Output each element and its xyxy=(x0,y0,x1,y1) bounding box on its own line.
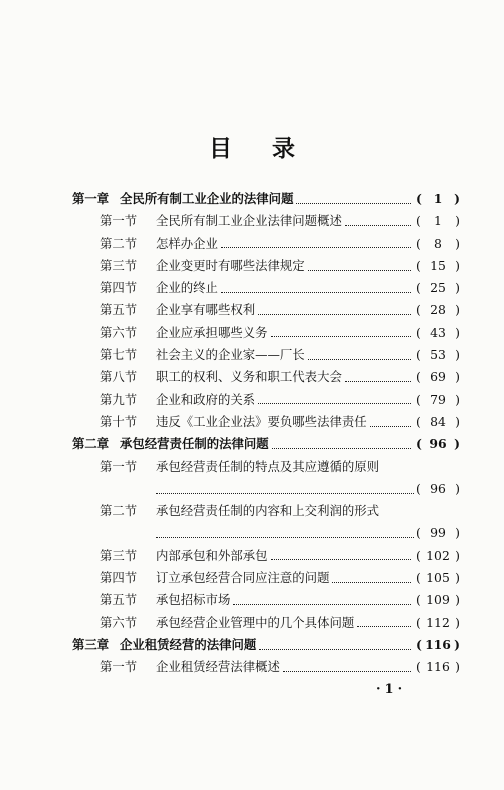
close-paren: ) xyxy=(454,636,460,652)
toc-section-row[interactable] xyxy=(72,456,460,501)
toc-entry-title: 企业租赁经营法律概述 xyxy=(156,659,280,675)
toc-page-number: 84 xyxy=(430,413,446,429)
toc-page-number: 25 xyxy=(430,280,446,296)
toc-page-number: 102 xyxy=(426,547,450,563)
dot-leader xyxy=(233,604,411,605)
close-paren: ) xyxy=(455,659,460,675)
toc-page-number: 96 xyxy=(430,480,446,496)
open-paren: ( xyxy=(416,235,421,251)
toc-page-ref xyxy=(416,433,460,455)
toc-entry-title: 职工的权利、义务和职工代表大会 xyxy=(156,369,342,385)
toc-entry-number: 第四节 xyxy=(100,280,138,296)
close-paren: ) xyxy=(455,235,460,251)
toc-page-number: 109 xyxy=(426,592,450,608)
toc-entry-label xyxy=(156,500,414,522)
toc-page-number: 116 xyxy=(426,659,450,675)
toc-page-ref xyxy=(416,322,460,344)
open-paren: ( xyxy=(416,592,421,608)
toc-entry-number: 第五节 xyxy=(100,592,138,608)
dot-leader xyxy=(283,671,411,672)
toc-section-row[interactable] xyxy=(72,567,460,589)
toc-chapter-row[interactable] xyxy=(72,188,460,210)
toc-page-number: 116 xyxy=(425,636,451,652)
toc-entry-title: 承包经营企业管理中的几个具体问题 xyxy=(156,614,355,630)
toc-page-ref xyxy=(416,344,460,366)
toc-entry-number: 第二节 xyxy=(100,503,138,519)
dot-leader xyxy=(258,314,411,315)
close-paren: ) xyxy=(455,280,460,296)
toc-entry-label xyxy=(156,344,414,366)
open-paren: ( xyxy=(416,324,421,340)
close-paren: ) xyxy=(455,592,460,608)
open-paren: ( xyxy=(416,213,421,229)
toc-section-row[interactable] xyxy=(72,389,460,411)
toc-section-row[interactable] xyxy=(72,589,460,611)
toc-section-row[interactable] xyxy=(72,255,460,277)
toc-page-ref xyxy=(416,634,460,656)
close-paren: ) xyxy=(455,213,460,229)
toc-entry-title: 企业变更时有哪些法律规定 xyxy=(156,257,305,273)
toc-page-number: 69 xyxy=(430,369,446,385)
table-of-contents xyxy=(72,188,460,679)
close-paren: ) xyxy=(455,324,460,340)
toc-page-number: 8 xyxy=(434,235,442,251)
page-title xyxy=(0,130,504,163)
toc-entry-label xyxy=(156,299,414,321)
toc-entry-title: 承包招标市场 xyxy=(156,592,231,608)
toc-entry-label xyxy=(156,366,414,388)
dot-leader xyxy=(258,403,411,404)
toc-page-number: 79 xyxy=(430,391,446,407)
toc-page-number: 1 xyxy=(433,191,443,206)
close-paren: ) xyxy=(455,614,460,630)
toc-section-row[interactable] xyxy=(72,299,460,321)
toc-section-row[interactable] xyxy=(72,500,460,545)
open-paren: ( xyxy=(416,659,421,675)
toc-page-number: 53 xyxy=(430,347,446,363)
toc-entry-number: 第十节 xyxy=(100,413,138,429)
toc-page-ref xyxy=(416,233,460,255)
toc-chapter-row[interactable] xyxy=(72,433,460,455)
toc-entry-number: 第三节 xyxy=(100,257,138,273)
toc-page-ref xyxy=(416,255,460,277)
close-paren: ) xyxy=(455,570,460,586)
toc-section-row[interactable] xyxy=(72,545,460,567)
dot-leader xyxy=(308,270,411,271)
toc-section-row[interactable] xyxy=(72,277,460,299)
dot-leader xyxy=(296,203,411,204)
toc-section-row[interactable] xyxy=(72,344,460,366)
dot-leader xyxy=(271,559,411,560)
toc-entry-number: 第五节 xyxy=(100,302,138,318)
toc-entry-label xyxy=(156,210,414,232)
toc-entry-title: 企业应承担哪些义务 xyxy=(156,324,268,340)
open-paren: ( xyxy=(416,257,421,273)
toc-entry-title: 承包经营责任制的特点及其应遵循的原则 xyxy=(156,458,380,474)
toc-section-row[interactable] xyxy=(72,210,460,232)
toc-entry-label xyxy=(156,567,414,589)
toc-page-number: 28 xyxy=(430,302,446,318)
toc-entry-title: 违反《工业企业法》要负哪些法律责任 xyxy=(156,413,367,429)
toc-entry-label xyxy=(156,589,414,611)
dot-leader-line xyxy=(156,478,414,500)
toc-entry-title: 承包经营责任制的内容和上交利润的形式 xyxy=(156,503,380,519)
close-paren: ) xyxy=(455,547,460,563)
dot-leader xyxy=(345,225,411,226)
toc-page-ref xyxy=(416,522,460,544)
toc-section-row[interactable] xyxy=(72,656,460,678)
open-paren: ( xyxy=(416,347,421,363)
toc-entry-number: 第二章 xyxy=(72,436,110,452)
toc-entry-label xyxy=(156,656,414,678)
dot-leader xyxy=(272,448,411,449)
toc-entry-label xyxy=(156,233,414,255)
toc-entry-label xyxy=(156,612,414,634)
open-paren: ( xyxy=(416,302,421,318)
close-paren: ) xyxy=(455,369,460,385)
toc-page-number: 105 xyxy=(426,570,450,586)
toc-section-row[interactable] xyxy=(72,322,460,344)
close-paren: ) xyxy=(454,436,460,452)
page-number: ·1· xyxy=(376,682,407,697)
toc-entry-number: 第九节 xyxy=(100,391,138,407)
dot-leader xyxy=(221,292,411,293)
toc-entry-label xyxy=(156,255,414,277)
toc-section-row[interactable] xyxy=(72,233,460,255)
open-paren: ( xyxy=(416,436,422,452)
toc-page-ref xyxy=(416,612,460,634)
toc-entry-title: 企业的终止 xyxy=(156,280,218,296)
toc-entry-number: 第一节 xyxy=(100,458,138,474)
toc-entry-label xyxy=(120,188,414,210)
toc-entry-label xyxy=(120,634,414,656)
toc-page-ref xyxy=(416,656,460,678)
close-paren: ) xyxy=(454,191,460,206)
toc-section-row[interactable] xyxy=(72,612,460,634)
toc-page-ref xyxy=(416,567,460,589)
toc-entry-title: 承包经营责任制的法律问题 xyxy=(120,436,269,452)
toc-page-number: 99 xyxy=(430,525,446,541)
close-paren: ) xyxy=(455,257,460,273)
toc-entry-label xyxy=(156,456,414,478)
dot-leader-line xyxy=(156,522,414,544)
toc-entry-number: 第一节 xyxy=(100,213,138,229)
toc-entry-title: 企业和政府的关系 xyxy=(156,391,256,407)
toc-page-ref xyxy=(416,299,460,321)
toc-entry-title: 全民所有制工业企业的法律问题 xyxy=(120,191,294,206)
toc-page-number: 1 xyxy=(434,213,442,229)
dot-leader xyxy=(370,426,411,427)
title-char-1: 目 xyxy=(208,136,232,162)
dot-leader xyxy=(345,381,411,382)
toc-page-number: 43 xyxy=(430,324,446,340)
dot-leader xyxy=(156,537,414,538)
toc-entry-label xyxy=(156,411,414,433)
toc-entry-number: 第三章 xyxy=(72,636,110,652)
close-paren: ) xyxy=(455,413,460,429)
toc-entry-title: 全民所有制工业企业法律问题概述 xyxy=(156,213,342,229)
toc-entry-label xyxy=(156,545,414,567)
toc-entry-number: 第八节 xyxy=(100,369,138,385)
toc-page-ref xyxy=(416,478,460,500)
dot-leader xyxy=(357,626,411,627)
toc-entry-number: 第一章 xyxy=(72,191,110,206)
dot-leader xyxy=(259,649,411,650)
open-paren: ( xyxy=(416,525,421,541)
close-paren: ) xyxy=(455,347,460,363)
close-paren: ) xyxy=(455,302,460,318)
toc-page-ref xyxy=(416,188,460,210)
open-paren: ( xyxy=(416,480,421,496)
toc-page-number: 15 xyxy=(430,257,446,273)
close-paren: ) xyxy=(455,525,460,541)
toc-entry-number: 第三节 xyxy=(100,547,138,563)
toc-entry-title: 怎样办企业 xyxy=(156,235,218,251)
dot-leader xyxy=(271,336,411,337)
toc-page-number: 112 xyxy=(426,614,450,630)
toc-page-ref xyxy=(416,545,460,567)
toc-entry-label xyxy=(120,433,414,455)
toc-section-row[interactable] xyxy=(72,366,460,388)
toc-page-ref xyxy=(416,589,460,611)
title-char-2: 录 xyxy=(272,136,295,162)
toc-entry-title: 社会主义的企业家——厂长 xyxy=(156,347,305,363)
open-paren: ( xyxy=(416,614,421,630)
open-paren: ( xyxy=(416,636,422,652)
toc-page-ref xyxy=(416,366,460,388)
toc-entry-label xyxy=(156,389,414,411)
toc-section-row[interactable] xyxy=(72,411,460,433)
dot-leader xyxy=(156,493,414,494)
open-paren: ( xyxy=(416,280,421,296)
close-paren: ) xyxy=(455,391,460,407)
toc-entry-title: 订立承包经营合同应注意的问题 xyxy=(156,570,330,586)
dot-leader xyxy=(332,582,411,583)
toc-page-ref xyxy=(416,389,460,411)
toc-page-ref xyxy=(416,277,460,299)
dot-leader xyxy=(308,359,411,360)
toc-entry-number: 第六节 xyxy=(100,324,138,340)
close-paren: ) xyxy=(455,480,460,496)
toc-entry-title: 企业享有哪些权利 xyxy=(156,302,256,318)
open-paren: ( xyxy=(416,391,421,407)
toc-entry-label xyxy=(156,277,414,299)
toc-chapter-row[interactable] xyxy=(72,634,460,656)
dot-leader xyxy=(221,247,411,248)
toc-entry-number: 第二节 xyxy=(100,235,138,251)
open-paren: ( xyxy=(416,191,422,206)
open-paren: ( xyxy=(416,413,421,429)
toc-entry-title: 企业租赁经营的法律问题 xyxy=(120,636,257,652)
toc-entry-title: 内部承包和外部承包 xyxy=(156,547,268,563)
open-paren: ( xyxy=(416,369,421,385)
toc-entry-number: 第四节 xyxy=(100,570,138,586)
open-paren: ( xyxy=(416,547,421,563)
toc-page-ref xyxy=(416,210,460,232)
toc-entry-number: 第六节 xyxy=(100,614,138,630)
toc-entry-label xyxy=(156,322,414,344)
toc-page-number: 96 xyxy=(429,436,447,452)
toc-entry-number: 第七节 xyxy=(100,347,138,363)
open-paren: ( xyxy=(416,570,421,586)
toc-page-ref xyxy=(416,411,460,433)
toc-entry-number: 第一节 xyxy=(100,659,138,675)
